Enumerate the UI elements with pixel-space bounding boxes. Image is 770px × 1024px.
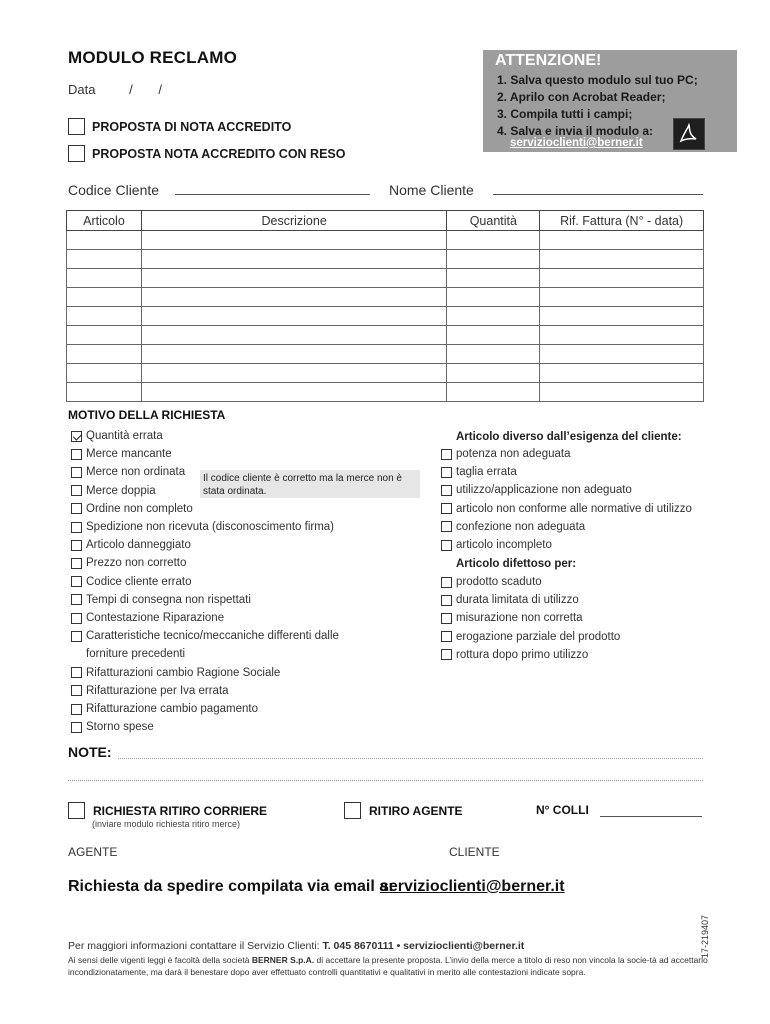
option-label: Rifatturazioni cambio Ragione Sociale	[86, 666, 281, 679]
colli-label: N° COLLI	[536, 803, 589, 817]
form-title: MODULO RECLAMO	[68, 48, 238, 67]
option-label: erogazione parziale del prodotto	[456, 630, 621, 643]
table-cell[interactable]	[141, 326, 446, 345]
motivo-option[interactable]	[71, 539, 191, 551]
notes-line-2[interactable]	[68, 780, 703, 781]
table-cell[interactable]	[141, 288, 446, 307]
table-row	[67, 250, 704, 269]
table-row	[67, 364, 704, 383]
table-cell[interactable]	[67, 364, 142, 383]
table-cell[interactable]	[540, 288, 704, 307]
attention-steps	[497, 72, 698, 140]
checkbox[interactable]	[441, 631, 452, 642]
option-label: forniture precedenti	[86, 648, 186, 661]
option-label: misurazione non corretta	[456, 612, 583, 625]
checkbox[interactable]	[344, 802, 361, 819]
table-cell[interactable]	[67, 307, 142, 326]
col-articolo: Articolo	[67, 211, 142, 231]
send-instruction: Richiesta da spedire compilata via email a:	[68, 878, 394, 895]
table-cell[interactable]	[141, 307, 446, 326]
table-row	[67, 383, 704, 402]
attention-step-3: 3. Compila tutti i campi;	[497, 107, 633, 121]
option-label: PROPOSTA DI NOTA ACCREDITO	[92, 119, 292, 134]
table-cell[interactable]	[67, 288, 142, 307]
checkbox[interactable]	[71, 704, 82, 715]
motivo-option[interactable]	[441, 594, 579, 606]
table-cell[interactable]	[540, 326, 704, 345]
checkbox[interactable]	[68, 145, 85, 162]
option-ritiro-agente[interactable]	[344, 802, 463, 819]
option-label: Articolo danneggiato	[86, 539, 191, 552]
motivo-option[interactable]	[71, 630, 339, 642]
checkbox[interactable]	[71, 558, 82, 569]
option-label: articolo incompleto	[456, 539, 552, 551]
table-cell[interactable]	[447, 383, 540, 402]
option-label: Spedizione non ricevuta (disconoscimento firma)	[86, 521, 335, 533]
checkbox[interactable]	[71, 722, 82, 733]
table-cell[interactable]	[540, 231, 704, 250]
checkbox[interactable]	[441, 467, 452, 478]
table-cell[interactable]	[447, 288, 540, 307]
col-rif-fattura: Rif. Fattura (N° - data)	[540, 211, 704, 231]
checkbox[interactable]	[71, 467, 82, 478]
attention-step-2: 2. Aprilo con Acrobat Reader;	[497, 90, 666, 104]
items-table	[66, 210, 704, 402]
checkbox[interactable]	[71, 594, 82, 605]
option-label: rottura dopo primo utilizzo	[456, 648, 589, 661]
motivo-option[interactable]	[441, 503, 692, 515]
table-cell[interactable]	[67, 383, 142, 402]
send-email-link[interactable]: servizioclienti@berner.it	[380, 878, 565, 895]
checkbox[interactable]	[441, 449, 452, 460]
option-label: Merce doppia	[86, 484, 156, 497]
option-label: durata limitata di utilizzo	[456, 594, 579, 607]
agent-label: AGENTE	[68, 845, 118, 859]
motivo-option[interactable]	[441, 576, 542, 588]
option-label: confezione non adeguata	[456, 520, 586, 533]
table-row	[67, 326, 704, 345]
date-row	[68, 82, 162, 97]
table-cell[interactable]	[141, 364, 446, 383]
option-label: Contestazione Riparazione	[86, 612, 225, 624]
table-cell[interactable]	[447, 364, 540, 383]
motivo-option[interactable]	[71, 448, 172, 460]
customer-code-label: Codice Cliente	[68, 182, 160, 198]
motivo-title: MOTIVO DELLA RICHIESTA	[68, 408, 226, 422]
option-label: RITIRO AGENTE	[369, 803, 463, 818]
checkbox[interactable]	[441, 649, 452, 660]
table-cell[interactable]	[67, 269, 142, 288]
checkbox[interactable]	[71, 667, 82, 678]
footer-contacts: T. 045 8670111 • servizioclienti@berner.it	[322, 940, 525, 952]
table-cell[interactable]	[141, 231, 446, 250]
ritiro-corriere-note: (inviare modulo richiesta ritiro merce)	[92, 819, 241, 829]
table-cell[interactable]	[540, 364, 704, 383]
attention-title: ATTENZIONE!	[495, 52, 602, 69]
right-group-title-2: Articolo difettoso per:	[456, 558, 577, 570]
checkbox[interactable]	[71, 613, 82, 624]
option-nota-accredito-reso[interactable]	[68, 145, 346, 162]
right-group-title-1: Articolo diverso dall’esigenza del cliente:	[456, 431, 682, 443]
motivo-option[interactable]	[441, 484, 632, 496]
table-cell[interactable]	[141, 383, 446, 402]
option-label: Quantità errata	[86, 430, 163, 442]
option-label: Rifatturazione per Iva errata	[86, 684, 229, 697]
motivo-option[interactable]	[71, 557, 186, 569]
table-cell[interactable]	[540, 269, 704, 288]
checkbox[interactable]	[441, 613, 452, 624]
footer-legal	[68, 954, 708, 978]
table-row	[67, 345, 704, 364]
acrobat-pdf-icon	[673, 118, 705, 150]
col-descrizione: Descrizione	[141, 211, 446, 231]
option-ritiro-corriere[interactable]	[68, 802, 267, 819]
option-label: Storno spese	[86, 721, 154, 734]
document-code: 17-219407	[700, 914, 710, 958]
footer-legal-company: BERNER S.p.A.	[251, 955, 315, 965]
customer-code-field[interactable]	[175, 194, 370, 195]
motivo-option[interactable]	[441, 631, 620, 643]
checkbox[interactable]	[71, 522, 82, 533]
motivo-option[interactable]	[71, 648, 185, 660]
checkbox[interactable]	[71, 503, 82, 514]
footer-legal-1: Ai sensi delle vigenti leggi è facoltà della società	[68, 955, 252, 965]
motivo-option[interactable]	[71, 503, 193, 515]
checkbox[interactable]	[71, 431, 82, 442]
option-label: PROPOSTA NOTA ACCREDITO CON RESO	[92, 146, 346, 161]
motivo-option[interactable]	[71, 721, 154, 733]
motivo-option[interactable]	[71, 430, 163, 442]
table-cell[interactable]	[447, 269, 540, 288]
motivo-option[interactable]	[441, 649, 588, 661]
table-row	[67, 231, 704, 250]
motivo-option[interactable]	[71, 612, 224, 624]
motivo-option[interactable]	[71, 685, 229, 697]
table-cell[interactable]	[141, 345, 446, 364]
motivo-option[interactable]	[441, 539, 552, 551]
checkbox[interactable]	[71, 540, 82, 551]
option-label: utilizzo/applicazione non adeguato	[456, 484, 632, 497]
table-cell[interactable]	[141, 269, 446, 288]
table-cell[interactable]	[141, 250, 446, 269]
checkbox[interactable]	[71, 576, 82, 587]
table-cell[interactable]	[540, 345, 704, 364]
table-cell[interactable]	[447, 231, 540, 250]
table-cell[interactable]	[67, 345, 142, 364]
motivo-option[interactable]	[441, 521, 585, 533]
option-label: Merce mancante	[86, 448, 172, 461]
option-label: prodotto scaduto	[456, 576, 542, 588]
option-label: Merce non ordinata	[86, 466, 186, 479]
option-label: Prezzo non corretto	[86, 557, 187, 570]
date-separator-2: /	[158, 82, 162, 97]
notes-label: NOTE:	[68, 744, 112, 760]
footer-info	[68, 940, 524, 952]
option-label: potenza non adeguata	[456, 448, 571, 460]
table-cell[interactable]	[447, 326, 540, 345]
motivo-option[interactable]	[441, 466, 517, 478]
footer-legal-2: di accettare la presente proposta. L’invio della merce a titolo di reso non vincola la socie-tà ad accettarlo incondizionatamente, ma darà il benestare dopo aver effettuato controlli quantitativi e qualitativi in merito alle contestazioni indicate sopra.	[68, 955, 708, 977]
table-cell[interactable]	[447, 307, 540, 326]
attention-step-4: 4. Salva e invia il modulo a:	[497, 124, 654, 138]
checkbox[interactable]	[441, 577, 452, 588]
customer-name-field[interactable]	[493, 194, 703, 195]
checkbox[interactable]	[71, 631, 82, 642]
motivo-option[interactable]	[71, 703, 258, 715]
table-cell[interactable]	[67, 250, 142, 269]
table-row	[67, 307, 704, 326]
motivo-option[interactable]	[441, 612, 583, 624]
table-cell[interactable]	[67, 231, 142, 250]
option-label: Caratteristiche tecnico/meccaniche differenti dalle	[86, 630, 339, 643]
checkbox[interactable]	[68, 118, 85, 135]
motivo-option[interactable]	[71, 576, 191, 588]
table-header-row	[67, 211, 704, 231]
option-label: Ordine non completo	[86, 502, 193, 515]
option-label: Rifatturazione cambio pagamento	[86, 703, 258, 715]
col-quantita: Quantità	[447, 211, 540, 231]
customer-name-label: Nome Cliente	[389, 182, 474, 198]
checkbox[interactable]	[71, 485, 82, 496]
motivo-option[interactable]	[71, 466, 185, 478]
table-cell[interactable]	[447, 250, 540, 269]
table-cell[interactable]	[540, 383, 704, 402]
option-label: Codice cliente errato	[86, 575, 192, 588]
comment-note: Il codice cliente è corretto ma la merce non è stata ordinata.	[200, 470, 420, 498]
checkbox[interactable]	[441, 503, 452, 514]
checkbox[interactable]	[441, 595, 452, 606]
checkbox[interactable]	[71, 685, 82, 696]
checkbox[interactable]	[441, 540, 452, 551]
checkbox[interactable]	[71, 449, 82, 460]
table-cell[interactable]	[67, 326, 142, 345]
motivo-option[interactable]	[71, 594, 251, 606]
footer-info-text: Per maggiori informazioni contattare il Servizio Clienti:	[68, 940, 323, 952]
motivo-option[interactable]	[71, 521, 334, 533]
motivo-option[interactable]	[71, 667, 280, 679]
notes-line-1[interactable]	[118, 758, 703, 759]
option-label: Tempi di consegna non rispettati	[86, 593, 251, 606]
table-cell[interactable]	[447, 345, 540, 364]
option-label: taglia errata	[456, 466, 517, 479]
table-row	[67, 288, 704, 307]
client-label: CLIENTE	[449, 845, 500, 859]
option-nota-accredito[interactable]	[68, 118, 291, 135]
attention-email-link[interactable]: servizioclienti@berner.it	[510, 137, 643, 149]
attention-step-1: 1. Salva questo modulo sul tuo PC;	[497, 73, 698, 87]
colli-field[interactable]	[600, 816, 702, 817]
checkbox[interactable]	[441, 521, 452, 532]
option-label: RICHIESTA RITIRO CORRIERE	[93, 803, 268, 818]
date-separator-1: /	[129, 82, 133, 97]
checkbox[interactable]	[441, 485, 452, 496]
date-label: Data	[68, 82, 96, 97]
option-label: articolo non conforme alle normative di utilizzo	[456, 502, 692, 515]
motivo-option[interactable]	[71, 485, 156, 497]
motivo-option[interactable]	[441, 448, 570, 460]
checkbox[interactable]	[68, 802, 85, 819]
table-row	[67, 269, 704, 288]
table-cell[interactable]	[540, 307, 704, 326]
table-cell[interactable]	[540, 250, 704, 269]
